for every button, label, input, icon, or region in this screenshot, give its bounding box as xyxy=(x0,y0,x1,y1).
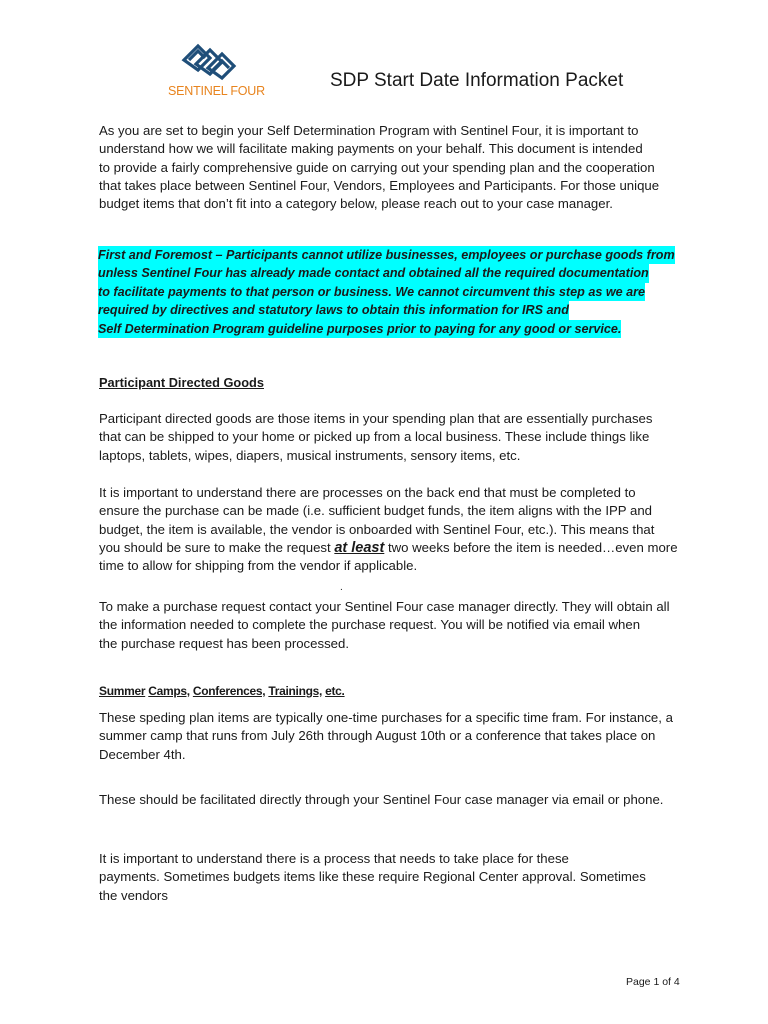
goods-paragraph-2 xyxy=(99,484,677,575)
heading-word: Conferences, xyxy=(192,684,266,698)
text-line: summer camp that runs from July 26th through August 10th or a conference that takes place on xyxy=(99,728,656,744)
text-line: that takes place between Sentinel Four, Vendors, Employees and Participants. For those unique xyxy=(99,177,660,193)
heading-word: etc. xyxy=(325,684,345,698)
company-logo xyxy=(168,40,265,100)
text-line: December 4th. xyxy=(99,746,186,762)
camps-paragraph-3 xyxy=(99,850,677,905)
text-line: It is important to understand there are processes on the back end that must be completed to xyxy=(99,485,636,500)
notice-line: required by directives and statutory laws to obtain this information for IRS and xyxy=(98,301,569,319)
stray-mark: . xyxy=(340,582,343,593)
text-line: that can be shipped to your home or picked up from a local business. These include things like xyxy=(99,429,650,445)
text-line: ensure the purchase can be made (i.e. sufficient budget funds, the item aligns with the IPP and xyxy=(99,503,652,519)
important-notice xyxy=(98,246,675,338)
text-line: the information needed to complete the purchase request. You will be notified via email when xyxy=(99,617,641,633)
text-line xyxy=(99,539,677,557)
text-line: Participant directed goods are those items in your spending plan that are essentially purchases xyxy=(99,411,653,426)
text-line: To make a purchase request contact your Sentinel Four case manager directly. They will obtain all xyxy=(99,599,670,614)
text-line: These speding plan items are typically one-time purchases for a specific time fram. For instance, a xyxy=(99,710,673,725)
intro-paragraph xyxy=(99,122,677,213)
text-line: understand how we will facilitate making payments on your behalf. This document is intended xyxy=(99,141,643,157)
notice-line: First and Foremost – Participants cannot utilize businesses, employees or purchase goods from xyxy=(98,246,675,264)
section-heading-summer-camps xyxy=(99,684,345,698)
text-line: These should be facilitated directly through your Sentinel Four case manager via email or phone. xyxy=(99,792,664,807)
goods-paragraph-3 xyxy=(99,598,677,653)
text-line: budget items that don’t fit into a category below, please reach out to your case manager. xyxy=(99,196,613,212)
page-number: Page 1 of 4 xyxy=(626,976,680,988)
text-line: time to allow for shipping from the vendor if applicable. xyxy=(99,558,418,574)
section-heading-participant-directed-goods: Participant Directed Goods xyxy=(99,375,264,390)
heading-word: Summer xyxy=(99,684,146,698)
camps-paragraph-2 xyxy=(99,791,677,809)
text-line: laptops, tablets, wipes, diapers, musical instruments, sensory items, etc. xyxy=(99,447,521,463)
text-line: payments. Sometimes budgets items like these require Regional Center approval. Sometimes xyxy=(99,869,646,885)
text-fragment: two weeks before the item is needed…even more xyxy=(384,539,678,555)
heading-word: Trainings, xyxy=(268,684,323,698)
emphasis-at-least: at least xyxy=(334,539,385,556)
text-fragment: you should be sure to make the request xyxy=(99,539,335,555)
logo-wordmark: SENTINEL FOUR xyxy=(168,84,265,98)
notice-line: Self Determination Program guideline purposes prior to paying for any good or service. xyxy=(98,320,621,338)
text-line: the vendors xyxy=(99,887,168,903)
notice-line: unless Sentinel Four has already made contact and obtained all the required documentation xyxy=(98,264,649,282)
heading-word: Camps, xyxy=(148,684,190,698)
text-line: It is important to understand there is a process that needs to take place for these xyxy=(99,851,569,866)
goods-paragraph-1 xyxy=(99,410,677,465)
text-line: As you are set to begin your Self Determination Program with Sentinel Four, it is important to xyxy=(99,123,639,138)
text-line: to provide a fairly comprehensive guide on carrying out your spending plan and the cooperation xyxy=(99,159,655,175)
camps-paragraph-1 xyxy=(99,709,677,764)
text-line: the purchase request has been processed. xyxy=(99,635,349,651)
logo-mark-icon xyxy=(180,40,240,84)
notice-line: to facilitate payments to that person or business. We cannot circumvent this step as we are xyxy=(98,283,645,301)
page-title: SDP Start Date Information Packet xyxy=(330,70,624,91)
text-line: budget, the item is available, the vendor is onboarded with Sentinel Four, etc.). This means that xyxy=(99,521,655,537)
